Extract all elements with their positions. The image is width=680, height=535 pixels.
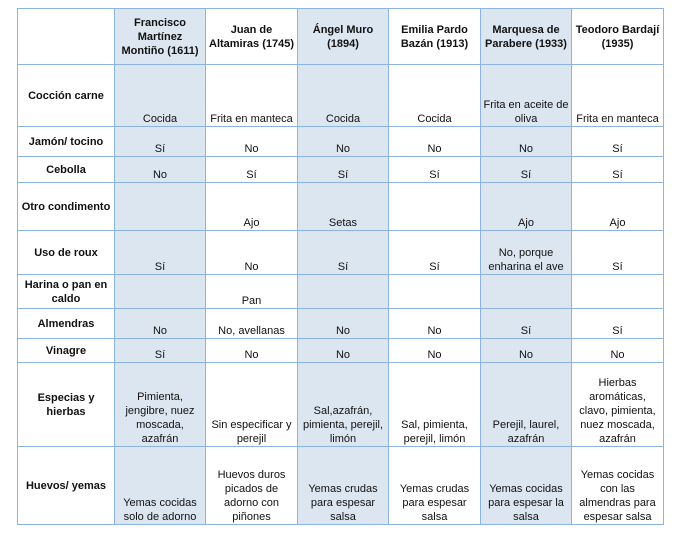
table-cell: Setas (298, 183, 389, 231)
table-cell: Cocida (298, 65, 389, 127)
table-cell: Frita en aceite de oliva (481, 65, 572, 127)
table-row (18, 447, 664, 525)
table-cell: No (115, 309, 206, 339)
recipe-comparison-table (17, 8, 664, 525)
row-label: Otro condimento (18, 183, 115, 231)
table-cell: Yemas crudas para espesar salsa (298, 447, 389, 525)
table-cell (389, 275, 481, 309)
table-cell: Sí (481, 157, 572, 183)
row-label: Cocción carne (18, 65, 115, 127)
row-label: Harina o pan en caldo (18, 275, 115, 309)
table-cell: No (206, 127, 298, 157)
table-row (18, 65, 664, 127)
column-header: Marquesa de Parabere (1933) (481, 9, 572, 65)
table-body (18, 65, 664, 525)
table-row (18, 275, 664, 309)
table-cell: Sal,azafrán, pimienta, perejil, limón (298, 363, 389, 447)
table-cell: No (115, 157, 206, 183)
table-cell: Ajo (481, 183, 572, 231)
table-cell: Perejil, laurel, azafrán (481, 363, 572, 447)
table-cell (572, 275, 664, 309)
table-cell: Yemas cocidas para espesar la salsa (481, 447, 572, 525)
table-cell (389, 183, 481, 231)
row-label: Vinagre (18, 339, 115, 363)
table-cell: Sí (115, 127, 206, 157)
table-cell: No, porque enharina el ave (481, 231, 572, 275)
row-label: Jamón/ tocino (18, 127, 115, 157)
table-cell: Yemas cocidas solo de adorno (115, 447, 206, 525)
header-row (18, 9, 664, 65)
table-cell: No (481, 127, 572, 157)
table-cell (115, 275, 206, 309)
column-header: Teodoro Bardají (1935) (572, 9, 664, 65)
table-row (18, 127, 664, 157)
table-cell: Sí (298, 157, 389, 183)
table-cell (298, 275, 389, 309)
table-cell: Sí (206, 157, 298, 183)
column-header: Francisco Martínez Montiño (1611) (115, 9, 206, 65)
table-row (18, 363, 664, 447)
table-cell: No (389, 127, 481, 157)
table-cell: Cocida (389, 65, 481, 127)
table-cell: No (206, 231, 298, 275)
table-cell (481, 275, 572, 309)
table-cell: Ajo (572, 183, 664, 231)
table-cell: Sí (298, 231, 389, 275)
table-row (18, 339, 664, 363)
table-cell: Sal, pimienta, perejil, limón (389, 363, 481, 447)
table-cell: Frita en manteca (572, 65, 664, 127)
table-cell: Frita en manteca (206, 65, 298, 127)
table-cell: No (572, 339, 664, 363)
table-cell: Sin especificar y perejil (206, 363, 298, 447)
table-cell: Yemas cocidas con las almendras para espesar salsa (572, 447, 664, 525)
table-cell: No (298, 309, 389, 339)
row-label: Huevos/ yemas (18, 447, 115, 525)
column-header: Ángel Muro (1894) (298, 9, 389, 65)
table-cell: Hierbas aromáticas, clavo, pimienta, nuez moscada, azafrán (572, 363, 664, 447)
table-cell: Sí (572, 157, 664, 183)
row-label: Cebolla (18, 157, 115, 183)
table-cell: No (298, 127, 389, 157)
table-cell: No (298, 339, 389, 363)
table-cell: No (481, 339, 572, 363)
table-cell: Huevos duros picados de adorno con piñones (206, 447, 298, 525)
table-cell: Pan (206, 275, 298, 309)
table-cell: Ajo (206, 183, 298, 231)
table-cell: Pimienta, jengibre, nuez moscada, azafrán (115, 363, 206, 447)
table-cell: Sí (572, 127, 664, 157)
table-cell: Sí (115, 231, 206, 275)
table-cell: Sí (572, 231, 664, 275)
table-cell: Sí (115, 339, 206, 363)
table-cell: Sí (481, 309, 572, 339)
table-row (18, 309, 664, 339)
column-header: Juan de Altamiras (1745) (206, 9, 298, 65)
table-cell: No (389, 309, 481, 339)
row-label: Especias y hierbas (18, 363, 115, 447)
table-cell: No (206, 339, 298, 363)
corner-cell (18, 9, 115, 65)
table-cell: No, avellanas (206, 309, 298, 339)
column-header: Emilia Pardo Bazán (1913) (389, 9, 481, 65)
table-cell: Cocida (115, 65, 206, 127)
row-label: Uso de roux (18, 231, 115, 275)
table-row (18, 183, 664, 231)
table-cell: Sí (389, 157, 481, 183)
table-cell: Yemas crudas para espesar salsa (389, 447, 481, 525)
table-cell: Sí (572, 309, 664, 339)
row-label: Almendras (18, 309, 115, 339)
table-row (18, 157, 664, 183)
table-row (18, 231, 664, 275)
table-cell: No (389, 339, 481, 363)
table-cell (115, 183, 206, 231)
table-cell: Sí (389, 231, 481, 275)
